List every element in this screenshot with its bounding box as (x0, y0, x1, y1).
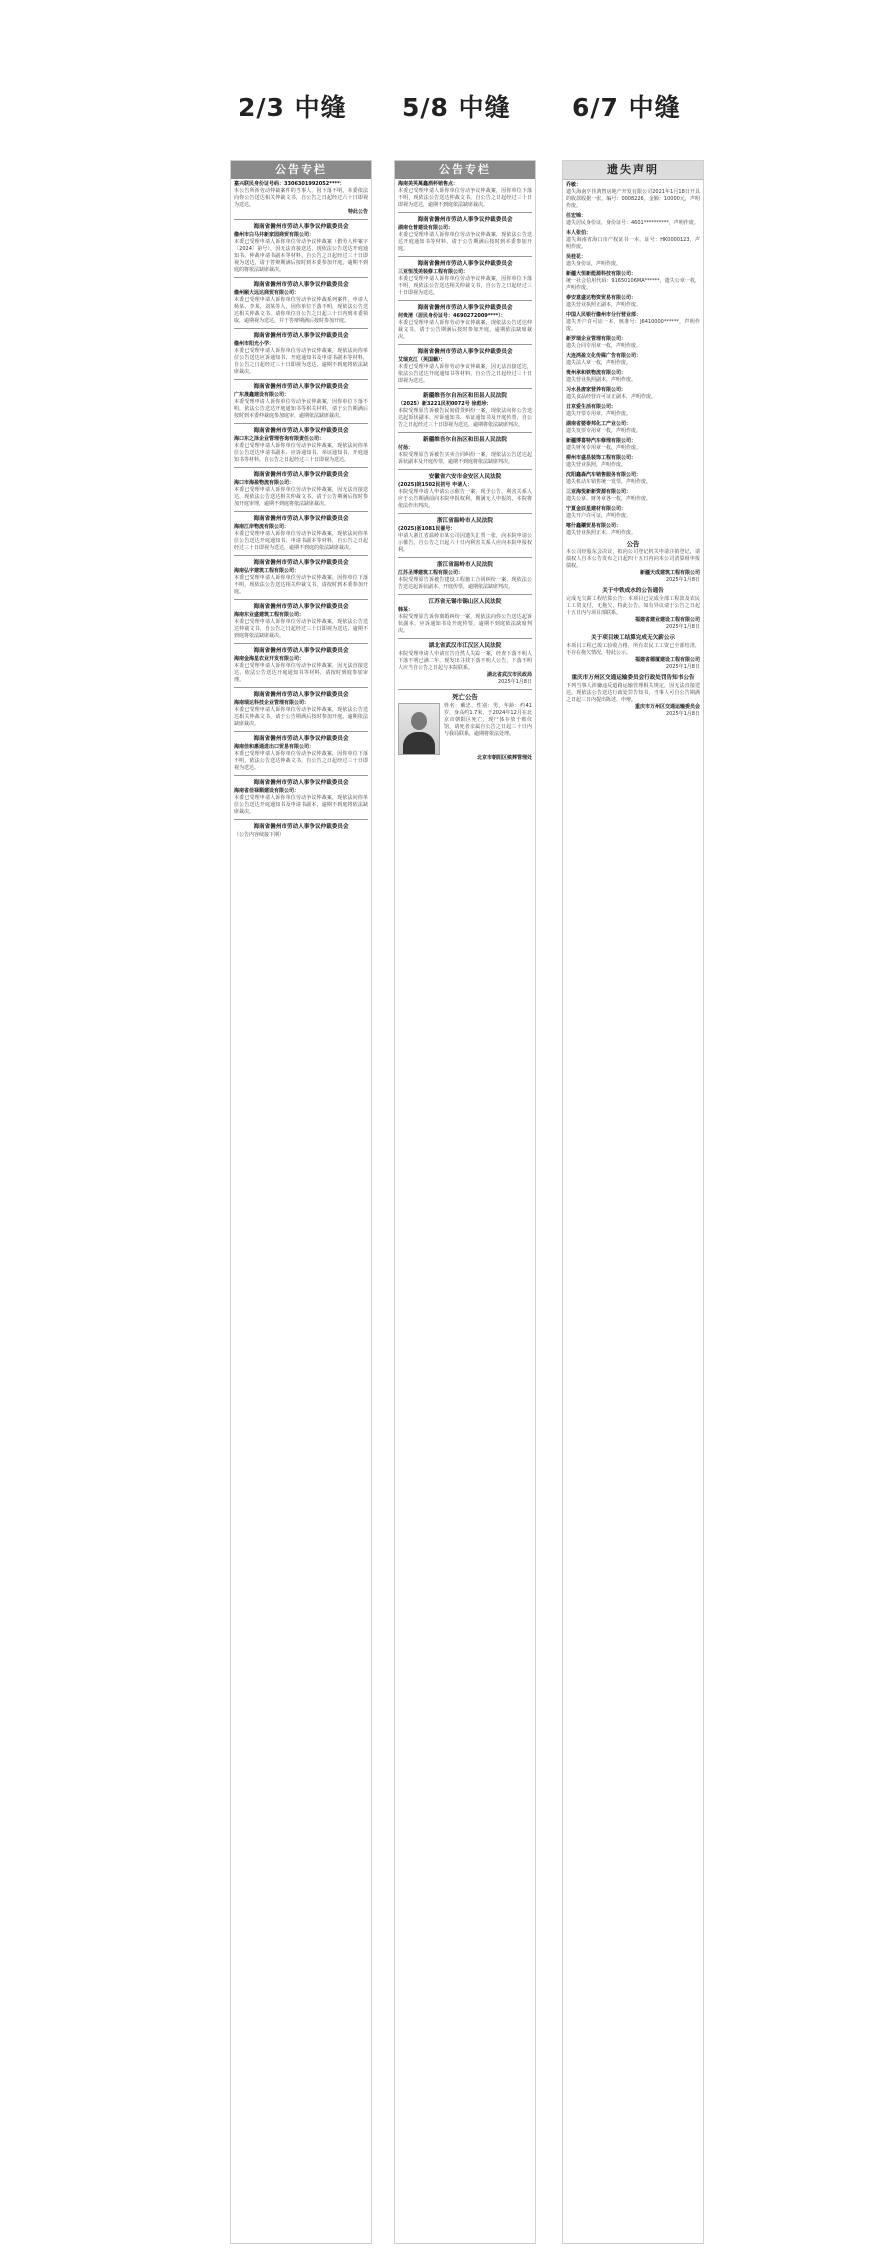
notice (398, 594, 532, 635)
notice-text: 遗失法人章一枚，声明作废。 (566, 360, 632, 366)
notice-text: 本委已受理申请人诉你单位劳动争议仲裁案，因你单位下落不明，现依法公告送达相关仲裁文书，请按时到本委参加开庭。 (234, 575, 368, 595)
notice (566, 506, 700, 520)
notice (398, 557, 532, 591)
divider (398, 300, 532, 301)
notice-party: 海南东业盛建筑工程有限公司： (234, 612, 305, 618)
notice-party: 大连鸿盈文化传媒广告有限公司： (566, 353, 642, 359)
notice-text: 本委已受理申请人诉你单位劳动争议仲裁案，现依法公告送达开庭通知书等材料，请于公告期满后按时到本委参加开庭。 (398, 232, 532, 252)
divider (398, 594, 532, 595)
column-header: 公告专栏 (231, 161, 371, 179)
notice (398, 300, 532, 341)
notice-signature: 湖北省武汉市民政局 (486, 672, 532, 678)
notice-heading: 海南省儋州市劳动人事争议仲裁委员会 (253, 560, 349, 566)
notice-heading: 关于中铁成水的公告通告 (602, 588, 664, 594)
notice-date: 2025年1月8日 (665, 577, 700, 583)
notice-heading: 海南省儋州市劳动人事争议仲裁委员会 (253, 648, 349, 654)
notice-heading: 海南省儋州市劳动人事争议仲裁委员会 (253, 824, 349, 830)
notice (398, 388, 532, 429)
notice (566, 336, 700, 350)
notice-party: 嘉兴联民身份证号码：3306301992052****： (234, 181, 345, 187)
notice (234, 181, 368, 216)
page-title-2-3: 2/3 中缝 (238, 93, 347, 122)
notice-party: (2025)浙1081民催号： (398, 526, 456, 532)
notice (234, 511, 368, 552)
notice-text: 本委已受理申请人诉你单位劳动争议仲裁案，现依法向你单位公告送达开庭通知书、申请书副本等材料，自公告之日起经过三十日即视为送达，逾期不到庭的依法缺席裁决。 (234, 531, 368, 551)
notice-party: 湖南仓普建设有限公司： (398, 225, 454, 231)
notice-text: 本委已受理申请人诉你单位劳动争议仲裁案，现依法向你单位公告送达开庭通知书及申请书副本，逾期不到庭将依法缺席裁决。 (234, 795, 368, 815)
notice-heading: 海南省儋州市劳动人事争议仲裁委员会 (417, 349, 513, 355)
notice-text: 本院受理原告诉被告民间借贷纠纷一案，现依法向你公告送达起诉状副本、应诉通知书、举证通知书及开庭传票，自公告之日起经过三十日即视为送达，逾期将依法缺席判决。 (398, 408, 532, 428)
notice-party: 三亚恒茂美装修工程有限公司： (398, 269, 469, 275)
notice-text: 本公告所涉劳动仲裁案件的当事人，因下落不明，本委依法向你公告送达相关仲裁文书，自公告之日起经过六十日即视为送达。 (234, 188, 368, 208)
notice-heading: 海南省儋州市劳动人事争议仲裁委员会 (253, 384, 349, 390)
notice-text: 统一社会信用代码：91650106MA******，遗失公章一枚，声明作废。 (566, 278, 700, 291)
notice-text: 本院受理原告诉被告建设工程施工合同纠纷一案，现依法公告送达起诉状副本、开庭传票，逾期依法缺席判决。 (398, 577, 532, 590)
notice (566, 182, 700, 210)
notice-heading: 海南省儋州市劳动人事争议仲裁委员会 (253, 282, 349, 288)
notice-party: 江苏圣博建筑工程有限公司： (398, 570, 464, 576)
notice-text: 遗失居民身份证，身份证号：4601**********，声明作废。 (566, 220, 699, 226)
notice-party: 新罗瑞企业管理有限公司： (566, 336, 627, 342)
notice (398, 513, 532, 554)
notice (398, 212, 532, 253)
notice-party: 新疆大恒新能源科技有限公司： (566, 271, 637, 277)
notice (234, 819, 368, 839)
notice-party: 海口东之泽企业管理咨询有限责任公司： (234, 436, 325, 442)
notice-party: 喀什鑫穰贸易有限公司： (566, 523, 622, 529)
notice (566, 370, 700, 384)
notice-party: 海南省佳禄顺建设有限公司： (234, 788, 300, 794)
notice-text: 本委已受理申请人诉你单位劳动争议仲裁案，因无法直接送达，现依法公告送达相关仲裁文书，请于公告期满后按时参加开庭审理，逾期不到庭将依法缺席裁决。 (234, 487, 368, 507)
notice (566, 230, 700, 251)
notice-party: 贵州承和铁物流有限公司： (566, 370, 627, 376)
notice-text: 遗失发票专用章一枚，声明作废。 (566, 428, 642, 434)
notice-party: 三亚海悦新新资源有限公司： (566, 489, 632, 495)
notice-text: 遗失财务专用章一枚，声明作废。 (566, 445, 642, 451)
notice (566, 540, 700, 584)
notice-signature: 重庆市万州区交通运输委员会 (634, 704, 700, 710)
notice (398, 181, 532, 209)
divider (234, 277, 368, 278)
divider (234, 731, 368, 732)
notice-signature: 特此公告 (347, 209, 368, 215)
notice-party: 乔敏： (566, 182, 582, 188)
notice-text: 遗失公章、财务章各一枚，声明作废。 (566, 496, 652, 502)
notice (566, 674, 700, 718)
notice-text: 申请人浙江省温岭市某公司因遗失汇票一张，向本院申请公示催告，自公告之日起六十日内利害关系人应向本院申报权利。 (398, 533, 532, 553)
divider (398, 513, 532, 514)
divider (398, 256, 532, 257)
divider (398, 469, 532, 470)
notice-heading: 海南省儋州市劳动人事争议仲裁委员会 (417, 305, 513, 311)
notice (566, 523, 700, 537)
notice-text: 遗失身份证，声明作废。 (566, 261, 622, 267)
notice-party: 本人张伯： (566, 230, 592, 236)
notice-text: 遗失开票专用章，声明作废。 (566, 411, 632, 417)
notice-date: 2025年1月8日 (665, 624, 700, 630)
notice (566, 213, 700, 227)
notice-text: 本委已受理申请人诉你单位劳动争议仲裁案，现依法公告送达仲裁文书，自公告之日起经过三十日即视为送达，逾期不到庭将依法缺席裁决。 (234, 619, 368, 639)
column-5-8 (394, 160, 536, 2244)
notice (566, 634, 700, 671)
notice-text: 遗失食品经营许可证正副本，声明作废。 (566, 394, 657, 400)
notice (566, 587, 700, 631)
divider (398, 432, 532, 433)
notice (234, 731, 368, 772)
notice-party: 韩某： (398, 607, 414, 613)
notice-heading: 海南省儋州市劳动人事争议仲裁委员会 (253, 224, 349, 230)
notice-text: 遗失营业执照副本，声明作废。 (566, 377, 637, 383)
notice-text: 本委已受理申请人诉你单位劳动争议仲裁案，因你单位下落不明，依法公告送达仲裁文书，自公告之日起经过三十日即视为送达。 (234, 751, 368, 771)
notice-signature: 新疆天成建筑工程有限公司 (639, 570, 700, 576)
divider (234, 775, 368, 776)
notice (234, 423, 368, 464)
notice-heading: 海南省儋州市劳动人事争议仲裁委员会 (253, 736, 349, 742)
notice-text: 本委已受理申请人诉你单位劳动争议仲裁案（儋劳人仲案字〔2024〕第号），因无法直接送达，现依法公告送达开庭通知书、仲裁申请书副本等材料。自公告之日起经过三十日即视为送达，请于答辩期满后按时到本委参加开庭，逾期不到庭的将依法缺席裁决。 (234, 239, 368, 273)
notice-text: 本委已受理申请人诉你单位劳动争议仲裁案，因你单位下落不明，现依法公告送达相关仲裁文书，自公告之日起经过三十日即视为送达。 (398, 276, 532, 296)
notice-party: 儋州市阳光小学： (234, 341, 275, 347)
notice-text: 本委已受理申请人诉你单位劳动争议仲裁案，因无法直接送达，依法公告送达开庭通知书等材料，请按时到庭参加审理。 (234, 663, 368, 683)
notice-heading: 海南省儋州市劳动人事争议仲裁委员会 (253, 333, 349, 339)
notice-signature: 福建省德厦建设工程有限公司 (634, 657, 700, 663)
notice (566, 254, 700, 268)
notice-party: (2025)皖1502民初号 申请人： (398, 482, 473, 488)
notice-party: 儋州颐大远达商贸有限公司： (234, 290, 300, 296)
notice-party: 海南瑞达科技企业管理有限公司： (234, 700, 310, 706)
divider (234, 819, 368, 820)
notice-text: （公告内容续接下期） (234, 832, 285, 838)
notice-party: 新疆博喜特汽车修理有限公司： (566, 438, 637, 444)
column-body (563, 180, 703, 723)
notice (566, 421, 700, 435)
notice-party: 海南佳和惠通进出口贸易有限公司： (234, 744, 315, 750)
notice-text: 本委已受理申请人诉你单位劳动争议仲裁案，现依法向你单位公告送达申请书副本、应诉通知书、举证通知书、开庭通知书等材料。自公告之日起经过三十日即视为送达。 (234, 443, 368, 463)
page-title-6-7: 6/7 中缝 (572, 93, 681, 122)
notice-text: 遗失机动车销售统一发票，声明作废。 (566, 479, 652, 485)
notice-heading: 关于项目竣工结算完成无欠薪公示 (591, 635, 675, 641)
notice-party: 付扬： (398, 445, 414, 451)
notice-heading: 海南省儋州市劳动人事争议仲裁委员会 (253, 428, 349, 434)
notice (234, 775, 368, 816)
notice-text: 完成无欠薪工程结算公告：本项目已完成全部工程款及农民工工资支付，无拖欠，特此公告。如有异议请于公告之日起十五日内与项目部联系。 (566, 596, 700, 616)
column-header: 公告专栏 (395, 161, 535, 179)
notice (234, 467, 368, 508)
notice-party: 海口市海盈物流有限公司： (234, 480, 295, 486)
notice-heading: 新疆维吾尔自治区和田县人民法院 (423, 393, 507, 399)
divider (398, 344, 532, 345)
notice-text: 遗失合同专用章一枚，声明作废。 (566, 343, 642, 349)
notice-text: 本委已受理申请人诉你单位劳动争议仲裁案，现依法公告送达相关仲裁文书，请于公告期满后按时参加开庭，逾期依法缺席裁决。 (234, 707, 368, 727)
page-title-5-8: 5/8 中缝 (402, 93, 511, 122)
notice-text: 本委已受理申请人诉你劳动争议仲裁案，因无法直接送达，依法公告送达开庭通知书等材料，自公告之日起经过三十日即视为送达。 (398, 364, 532, 384)
divider (234, 599, 368, 600)
notice-party: 海南美英萬鑫酒杯销售点： (398, 181, 459, 187)
notice-party: 任宏锦： (566, 213, 587, 219)
notice-text: 下列当事人涉嫌违反道路运输管理相关规定，因无法直接送达，现依法公告送达行政处罚告知书，当事人可自公告期满之日起三日内提出陈述、申辩。 (566, 683, 700, 703)
notice-party: 泰安意盛达物资贸易有限公司： (566, 295, 637, 301)
notice (566, 295, 700, 309)
notice-heading: 浙江省温岭市人民法院 (437, 518, 493, 524)
notice-signature: 北京市朝阳区殡葬管理处 (476, 755, 532, 761)
notice-party: 海南江岸物流有限公司： (234, 524, 290, 530)
notice-party: 习水县唐家营养有限公司： (566, 387, 627, 393)
notice-text: 遗失营业执照正本，声明作废。 (566, 530, 637, 536)
notice (398, 689, 532, 762)
notice-text: 本公司经股东会决议，拟向公司登记机关申请注销登记，请债权人自本公告发布之日起四十五日内向本公司清算组申报债权。 (566, 549, 700, 569)
notice (234, 219, 368, 274)
notice-heading: 死亡公告 (452, 693, 478, 701)
notice (234, 379, 368, 420)
notice (234, 643, 368, 684)
notice-text: 本委已受理申请人诉你劳动争议仲裁案，现依法公告送达仲裁文书，请于公告期满后按时参加开庭，逾期依法缺席裁决。 (398, 320, 532, 340)
notice (234, 555, 368, 596)
notice-party: 宁夏金辰星建材有限公司： (566, 506, 627, 512)
notice-heading: 重庆市万州区交通运输委员会行政处罚告知书公告 (571, 675, 695, 681)
divider (234, 328, 368, 329)
notice-heading: 海南省儋州市劳动人事争议仲裁委员会 (253, 472, 349, 478)
notice-text: 遗失营业执照，声明作废。 (566, 462, 627, 468)
column-header: 遗失声明 (563, 161, 703, 180)
divider (234, 687, 368, 688)
notice-party: 儋州市白马井新家园商贸有限公司： (234, 232, 315, 238)
notice (566, 387, 700, 401)
notice-signature: 福建省建业建设工程有限公司 (634, 617, 700, 623)
notice-party: 海南弘宇建筑工程有限公司： (234, 568, 300, 574)
notice (398, 432, 532, 466)
notice (398, 344, 532, 385)
notice-text: 姓名：戴忠，性别：男，年龄：约41岁，身高约1.7米，于2024年12月在北京市朝阳区死亡，现尸体存放于殡仪馆，请死者亲属自公告之日起三十日内与我局联系，逾期将依法处理。 (444, 703, 532, 737)
column-2-3 (230, 160, 372, 2244)
notice-heading: 浙江省温岭市人民法院 (437, 562, 493, 568)
notice (566, 353, 700, 367)
notice-heading: 江苏省无锡市锡山区人民法院 (428, 599, 502, 605)
notice-party: 艾瑞克江（英国籍）： (398, 357, 446, 363)
notice-date: 2025年1月8日 (665, 711, 700, 717)
divider (234, 467, 368, 468)
notice (398, 469, 532, 510)
notice (566, 312, 700, 333)
notice-heading: 海南省儋州市劳动人事争议仲裁委员会 (253, 604, 349, 610)
deceased-photo (398, 703, 440, 755)
notice (566, 472, 700, 486)
notice-party: 中国人民银行儋州市分行营业部： (566, 312, 642, 318)
notice (566, 271, 700, 292)
notice-text: 本委已受理申请人诉你单位劳动争议仲裁系列案件，申请人杨某、李某、刘某等人，因你单位下落不明，现依法公告送达相关仲裁文书，请你单位自公告之日起三十日内到本委领取，逾期视为送达，并于答辩期满后按时参加开庭。 (234, 297, 368, 324)
column-6-7 (562, 160, 704, 2244)
notice-text: 遗失开户许可证，声明作废。 (566, 513, 632, 519)
notice-heading: 海南省儋州市劳动人事争议仲裁委员会 (417, 261, 513, 267)
notice-text: 遗失开户许可证一本，核准号：J6410000******，声明作废。 (566, 319, 700, 332)
notice-heading: 安徽省六安市金安区人民法院 (428, 474, 502, 480)
divider (234, 379, 368, 380)
notice-heading: 新疆维吾尔自治区和田县人民法院 (423, 437, 507, 443)
divider (234, 423, 368, 424)
notice-text: 本委已受理申请人诉你单位劳动争议仲裁案，因你单位下落不明，现依法公告送达仲裁文书，自公告之日起经过三十日即视为送达，逾期不到庭依法缺席裁决。 (398, 188, 532, 208)
divider (234, 511, 368, 512)
notice (234, 328, 368, 376)
notice-heading: 海南省儋州市劳动人事争议仲裁委员会 (253, 780, 349, 786)
notice-text: 遗失海南亨佳鸿智房地产开发有限公司2021年1月18日开具的收款收据一张，编号：0008226，金额：10000元，声明作废。 (566, 189, 700, 209)
notice-text: 遗失营业执照正副本，声明作废。 (566, 302, 642, 308)
notice-party: 吴桂花： (566, 254, 587, 260)
notice (398, 638, 532, 686)
notice-party: 何贵清（居民身份证号：4690272009****）： (398, 313, 506, 319)
notice-heading: 公告 (626, 540, 640, 548)
notice-text: 本委已受理申请人诉你单位劳动争议仲裁案，现依法向你单位公告送达应诉通知书、开庭通知书及申请书副本等材料，自公告之日起经过三十日即视为送达，逾期不到庭将依法缺席裁决。 (234, 348, 368, 375)
notice-heading: 湖北省武汉市江汉区人民法院 (428, 643, 502, 649)
notice-party: （2025）新3221民初0072号 徐彪珍： (398, 401, 492, 407)
notice-heading: 海南省儋州市劳动人事争议仲裁委员会 (253, 516, 349, 522)
divider (398, 388, 532, 389)
notice-text: 本项目工程已竣工验收合格，所有农民工工资已全部结清，不存在拖欠情况，特此公示。 (566, 643, 700, 656)
notice (234, 599, 368, 640)
notice (398, 256, 532, 297)
notice-party: 广东晟鑫建设有限公司： (234, 392, 290, 398)
notice (234, 277, 368, 325)
divider (398, 638, 532, 639)
notice-party: 日京爱生活有限公司： (566, 404, 617, 410)
notice-heading: 海南省儋州市劳动人事争议仲裁委员会 (253, 692, 349, 698)
notice-heading: 海南省儋州市劳动人事争议仲裁委员会 (417, 217, 513, 223)
divider (234, 555, 368, 556)
obituary (398, 703, 532, 755)
notice-party: 柳州市盛昌装饰工程有限公司： (566, 455, 637, 461)
notice-date: 2025年1月8日 (665, 664, 700, 670)
notice-party: 海南金海星农业开发有限公司： (234, 656, 305, 662)
divider (234, 643, 368, 644)
notice-text: 本委受理申请人诉你单位劳动争议仲裁案，因你单位下落不明，依法公告送达开庭通知书等相关材料，请于公告期满后按时到本委仲裁庭参加庭审，逾期依法缺席裁决。 (234, 399, 368, 419)
column-body (395, 179, 535, 767)
notice-text: 本院受理申请人申请公示催告一案，现予公告，利害关系人应于公告期满前向本院申报权利，期满无人申报的，本院将依法作出判决。 (398, 489, 532, 509)
notice-party: 沈阳鑫森汽车销售服务有限公司： (566, 472, 642, 478)
divider (398, 212, 532, 213)
notice-text: 遗失海南省海口市产权证书一本，证号：HK0000123，声明作废。 (566, 237, 700, 250)
notice (566, 489, 700, 503)
divider (398, 689, 532, 690)
notice (234, 687, 368, 728)
column-body (231, 179, 371, 844)
notice (566, 404, 700, 418)
notice-text: 本院受理申请人申请宣告自然人失踪一案，经查下落不明人下落不明已满二年，现发出寻找下落不明人公告，下落不明人应当自公告之日起与本院联系。 (398, 651, 532, 671)
notice-text: 本院受理原告诉被告买卖合同纠纷一案，现依法公告送达起诉状副本及开庭传票，逾期不到庭将依法缺席判决。 (398, 452, 532, 465)
notice-date: 2025年1月8日 (497, 679, 532, 685)
notice-party: 湖南省婆泰邦化工产业公司： (566, 421, 632, 427)
divider (398, 557, 532, 558)
notice-text: 本院受理原告诉你离婚纠纷一案，现依法向你公告送达起诉状副本、应诉通知书及开庭传票，逾期不到庭依法缺席判决。 (398, 614, 532, 634)
notice (566, 438, 700, 452)
divider (234, 219, 368, 220)
notice (566, 455, 700, 469)
